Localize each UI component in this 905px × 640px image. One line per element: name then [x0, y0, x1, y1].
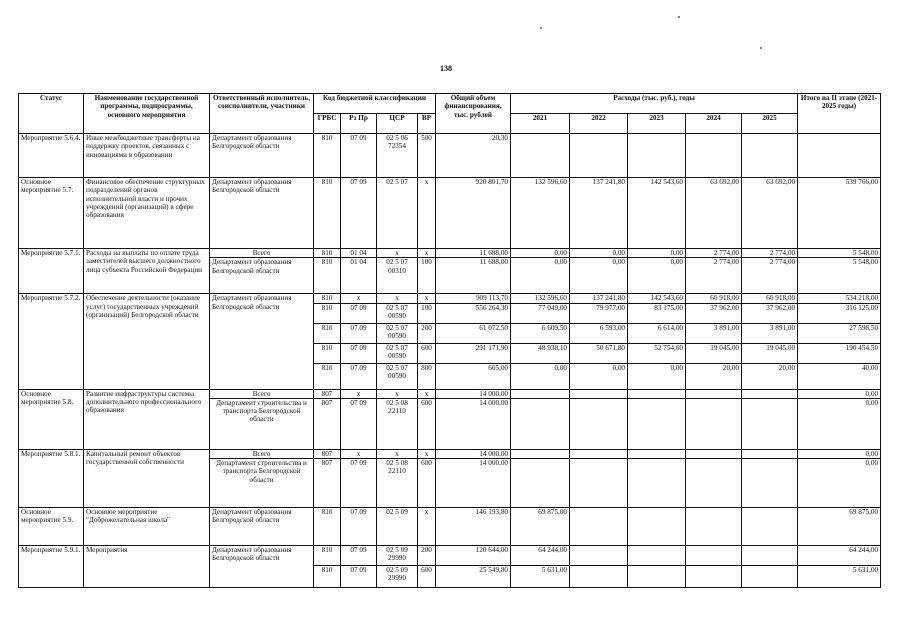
cell-rzpr: 07 09: [341, 508, 377, 546]
cell-2022: 50 671,80: [570, 343, 628, 363]
cell-total: 14 000,00: [436, 398, 511, 449]
row-responsible: Департамент строительства и транспорта Белгородской области: [210, 398, 314, 449]
scan-speck: [678, 16, 680, 18]
col-total: Общий объем финансирования, тыс. рублей: [436, 94, 511, 134]
cell-2022: 0,00: [570, 258, 628, 294]
cell-stage-total: 0,00: [798, 449, 881, 458]
cell-grbs: 810: [314, 566, 341, 588]
cell-stage-total: 0,00: [798, 398, 881, 449]
scan-speck: [540, 27, 542, 29]
cell-csr: x: [377, 294, 418, 303]
cell-2025: 2 774,00: [742, 258, 798, 294]
row-responsible: Всего: [210, 389, 314, 398]
cell-stage-total: 0,00: [798, 389, 881, 398]
cell-stage-total: 534 218,00: [798, 294, 881, 303]
cell-grbs: 810: [314, 294, 341, 303]
cell-total: 920 801,70: [436, 178, 511, 249]
cell-total: 25 549,80: [436, 566, 511, 588]
cell-2021: [511, 389, 570, 398]
cell-2023: [628, 508, 686, 546]
row-responsible: Департамент образования Белгородской области: [210, 546, 314, 588]
cell-csr: 02 5 06 72354: [377, 134, 418, 178]
cell-2025: [742, 546, 798, 566]
cell-vr: 600: [418, 398, 436, 449]
cell-2023: [628, 389, 686, 398]
cell-2025: [742, 398, 798, 449]
row-status: Мероприятие 5.7.2.: [19, 294, 84, 389]
cell-2025: 63 692,00: [742, 178, 798, 249]
cell-2021: 48 938,10: [511, 343, 570, 363]
cell-2021: [511, 449, 570, 458]
cell-2025: [742, 134, 798, 178]
cell-2024: 3 891,00: [686, 323, 742, 343]
cell-csr: 02 5 09 29990: [377, 546, 418, 566]
cell-rzpr: 07 09: [341, 459, 377, 508]
cell-vr: 600: [418, 566, 436, 588]
cell-2024: 60 918,00: [686, 294, 742, 303]
row-responsible: Департамент строительства и транспорта Белгородской области: [210, 459, 314, 508]
cell-2023: [628, 449, 686, 458]
cell-rzpr: 07 09: [341, 546, 377, 566]
cell-grbs: 810: [314, 546, 341, 566]
cell-2021: 69 875,00: [511, 508, 570, 546]
col-rzpr: Рз Пр: [341, 114, 377, 134]
cell-rzpr: 07 09: [341, 566, 377, 588]
cell-rzpr: x: [341, 294, 377, 303]
cell-rzpr: 07 09: [341, 363, 377, 389]
row-responsible: Департамент образования Белгородской области: [210, 258, 314, 294]
table-row: [19, 134, 881, 178]
cell-total: 556 264,30: [436, 303, 511, 323]
cell-2021: 6 609,50: [511, 323, 570, 343]
cell-csr: 02 5 07 00310: [377, 258, 418, 294]
cell-vr: 100: [418, 258, 436, 294]
cell-2023: [628, 134, 686, 178]
col-vr: ВР: [418, 114, 436, 134]
cell-2024: 20,00: [686, 363, 742, 389]
cell-grbs: 810: [314, 343, 341, 363]
cell-2024: [686, 134, 742, 178]
cell-2022: 137 241,80: [570, 178, 628, 249]
cell-total: 120 644,00: [436, 546, 511, 566]
cell-2022: 79 977,00: [570, 303, 628, 323]
cell-csr: 02 5 09: [377, 508, 418, 546]
col-year-2022: 2022: [570, 114, 628, 134]
cell-total: 14 000,00: [436, 449, 511, 458]
cell-vr: 200: [418, 323, 436, 343]
cell-2023: 52 754,60: [628, 343, 686, 363]
cell-2022: [570, 546, 628, 566]
cell-csr: x: [377, 449, 418, 458]
cell-total: 605,00: [436, 363, 511, 389]
cell-stage-total: 539 766,00: [798, 178, 881, 249]
cell-2021: [511, 134, 570, 178]
cell-stage-total: [798, 134, 881, 178]
table-row: [19, 178, 881, 249]
cell-grbs: 810: [314, 508, 341, 546]
row-status: Мероприятие 5.7.1.: [19, 249, 84, 294]
row-name: Финансовое обеспечение структурных подразделений органов исполнительной власти и прочих учреждений (организаций) в сфере образования: [84, 178, 210, 249]
row-responsible: Департамент образования Белгородской области: [210, 134, 314, 178]
cell-2022: [570, 398, 628, 449]
cell-csr: 02 5 09 29990: [377, 566, 418, 588]
cell-2024: [686, 508, 742, 546]
row-responsible: Всего: [210, 249, 314, 258]
cell-2021: 5 631,00: [511, 566, 570, 588]
cell-vr: 600: [418, 343, 436, 363]
col-stage-total: Итого на II этапе (2021-2025 годы): [798, 94, 881, 134]
cell-2024: [686, 449, 742, 458]
cell-2024: 63 692,00: [686, 178, 742, 249]
table-row: [19, 249, 881, 258]
cell-2025: 20,00: [742, 363, 798, 389]
row-responsible: Департамент образования Белгородской области: [210, 178, 314, 249]
col-grbs: ГРБС: [314, 114, 341, 134]
cell-rzpr: 07 09: [341, 303, 377, 323]
col-year-2023: 2023: [628, 114, 686, 134]
cell-csr: 02 5 07 00590: [377, 323, 418, 343]
cell-csr: 02 5 07 00590: [377, 363, 418, 389]
cell-2025: [742, 449, 798, 458]
cell-2024: 19 045,00: [686, 343, 742, 363]
cell-2025: 3 891,00: [742, 323, 798, 343]
cell-2021: 132 596,60: [511, 178, 570, 249]
cell-grbs: 810: [314, 323, 341, 343]
page-number: 138: [440, 64, 452, 73]
cell-2024: 2 774,00: [686, 258, 742, 294]
cell-grbs: 810: [314, 303, 341, 323]
cell-2024: [686, 398, 742, 449]
cell-2025: 60 918,00: [742, 294, 798, 303]
cell-csr: x: [377, 389, 418, 398]
cell-2022: [570, 566, 628, 588]
cell-stage-total: 5 548,00: [798, 249, 881, 258]
cell-2025: 19 045,00: [742, 343, 798, 363]
cell-2023: [628, 398, 686, 449]
cell-stage-total: 69 875,00: [798, 508, 881, 546]
cell-2025: [742, 389, 798, 398]
row-status: Мероприятие 5.8.1.: [19, 449, 84, 507]
cell-2022: 0,00: [570, 363, 628, 389]
cell-2023: 0,00: [628, 258, 686, 294]
cell-stage-total: 27 598,50: [798, 323, 881, 343]
cell-total: 61 072,50: [436, 323, 511, 343]
cell-total: 14 000,00: [436, 389, 511, 398]
cell-rzpr: 07 09: [341, 398, 377, 449]
cell-vr: 600: [418, 459, 436, 508]
cell-2021: 132 596,60: [511, 294, 570, 303]
cell-total: 146 193,80: [436, 508, 511, 546]
cell-2024: [686, 546, 742, 566]
row-name: Обеспечение деятельности (оказание услуг) государственных учреждений (организаций) Белгородской области: [84, 294, 210, 389]
cell-grbs: 807: [314, 449, 341, 458]
cell-csr: x: [377, 249, 418, 258]
table-row: [19, 508, 881, 546]
cell-rzpr: 07 09: [341, 134, 377, 178]
cell-csr: 02 5 08 22110: [377, 459, 418, 508]
cell-2021: 0,00: [511, 363, 570, 389]
row-responsible: Департамент образования Белгородской области: [210, 294, 314, 389]
cell-total: 909 113,70: [436, 294, 511, 303]
cell-vr: 800: [418, 363, 436, 389]
cell-vr: x: [418, 249, 436, 258]
col-code-group: Код бюджетной классификации: [314, 94, 436, 114]
row-name: Капитальный ремонт объектов государственной собственности: [84, 449, 210, 507]
col-status: Статус: [19, 94, 84, 134]
cell-2021: 0,00: [511, 258, 570, 294]
row-name: Основное мероприятие "Доброжелательная школа": [84, 508, 210, 546]
cell-2023: 142 543,60: [628, 294, 686, 303]
cell-2022: [570, 459, 628, 508]
cell-stage-total: 0,00: [798, 459, 881, 508]
cell-grbs: 807: [314, 389, 341, 398]
cell-stage-total: 64 244,00: [798, 546, 881, 566]
cell-2023: 0,00: [628, 363, 686, 389]
row-status: Мероприятие 5.9.1.: [19, 546, 84, 588]
cell-total: 20,30: [436, 134, 511, 178]
col-expenses: Расходы (тыс. руб.), годы: [511, 94, 798, 114]
cell-csr: 02 5 08 22110: [377, 398, 418, 449]
cell-stage-total: 40,00: [798, 363, 881, 389]
cell-vr: x: [418, 178, 436, 249]
cell-stage-total: 190 454,50: [798, 343, 881, 363]
cell-2025: [742, 508, 798, 546]
cell-vr: 500: [418, 134, 436, 178]
cell-2022: [570, 508, 628, 546]
cell-2021: 0,00: [511, 249, 570, 258]
cell-total: 11 688,00: [436, 249, 511, 258]
cell-2024: [686, 459, 742, 508]
row-status: Основное мероприятие 5.9.: [19, 508, 84, 546]
cell-2023: [628, 546, 686, 566]
cell-vr: x: [418, 294, 436, 303]
cell-vr: x: [418, 449, 436, 458]
table-row: [19, 294, 881, 303]
table-row: [19, 389, 881, 398]
cell-2021: 77 049,00: [511, 303, 570, 323]
cell-2022: 6 593,00: [570, 323, 628, 343]
col-responsible: Ответственный исполнитель, соисполнители, участники: [210, 94, 314, 134]
cell-2023: 6 614,00: [628, 323, 686, 343]
cell-grbs: 807: [314, 459, 341, 508]
table-row: [19, 449, 881, 458]
cell-rzpr: 07 09: [341, 178, 377, 249]
cell-2022: 137 241,80: [570, 294, 628, 303]
cell-csr: 02 5 07 00590: [377, 303, 418, 323]
table-header: [19, 94, 881, 134]
cell-rzpr: 07 09: [341, 343, 377, 363]
scan-speck: [760, 47, 762, 49]
col-year-2025: 2025: [742, 114, 798, 134]
cell-2025: 2 774,00: [742, 249, 798, 258]
cell-total: 11 688,00: [436, 258, 511, 294]
row-name: Расходы на выплаты по оплате труда заместителей высшего должностного лица субъекта Российской Федерации: [84, 249, 210, 294]
col-year-2024: 2024: [686, 114, 742, 134]
cell-total: 14 000,00: [436, 459, 511, 508]
cell-vr: 200: [418, 546, 436, 566]
budget-table: [18, 93, 881, 588]
cell-vr: x: [418, 508, 436, 546]
col-name: Наименование государственной программы, подпрограммы, основного мероприятия: [84, 94, 210, 134]
cell-rzpr: 01 04: [341, 249, 377, 258]
cell-rzpr: x: [341, 389, 377, 398]
cell-2025: 37 962,00: [742, 303, 798, 323]
cell-2025: [742, 566, 798, 588]
cell-grbs: 807: [314, 398, 341, 449]
cell-stage-total: 5 631,00: [798, 566, 881, 588]
cell-grbs: 810: [314, 134, 341, 178]
cell-2023: [628, 566, 686, 588]
cell-2023: [628, 459, 686, 508]
cell-grbs: 810: [314, 258, 341, 294]
cell-2021: [511, 398, 570, 449]
cell-2022: [570, 389, 628, 398]
cell-grbs: 810: [314, 363, 341, 389]
cell-2021: 64 244,00: [511, 546, 570, 566]
cell-stage-total: 5 548,00: [798, 258, 881, 294]
row-status: Основное мероприятие 5.8.: [19, 389, 84, 449]
cell-2024: 2 774,00: [686, 249, 742, 258]
cell-vr: 100: [418, 303, 436, 323]
table-row: [19, 546, 881, 566]
cell-2022: [570, 134, 628, 178]
cell-stage-total: 316 125,00: [798, 303, 881, 323]
row-responsible: Департамент образования Белгородской области: [210, 508, 314, 546]
cell-2023: 0,00: [628, 249, 686, 258]
row-status: Мероприятие 5.6.4.: [19, 134, 84, 178]
row-name: Развитие инфраструктуры системы дополнительного профессионального образования: [84, 389, 210, 449]
cell-rzpr: x: [341, 449, 377, 458]
cell-2024: [686, 566, 742, 588]
cell-grbs: 810: [314, 249, 341, 258]
row-name: Иные межбюджетные трансферты на поддержку проектов, связанных с инновациями в образовании: [84, 134, 210, 178]
cell-2025: [742, 459, 798, 508]
cell-2023: 142 543,60: [628, 178, 686, 249]
cell-rzpr: 01 04: [341, 258, 377, 294]
cell-2024: 37 962,00: [686, 303, 742, 323]
row-status: Основное мероприятие 5.7.: [19, 178, 84, 249]
cell-csr: 02 5 07 00590: [377, 343, 418, 363]
col-csr: ЦСР: [377, 114, 418, 134]
cell-rzpr: 07 09: [341, 323, 377, 343]
row-responsible: Всего: [210, 449, 314, 458]
cell-csr: 02 5 07: [377, 178, 418, 249]
cell-2022: 0,00: [570, 249, 628, 258]
cell-grbs: 810: [314, 178, 341, 249]
cell-2022: [570, 449, 628, 458]
cell-vr: x: [418, 389, 436, 398]
cell-total: 291 171,90: [436, 343, 511, 363]
row-name: Мероприятия: [84, 546, 210, 588]
cell-2024: [686, 389, 742, 398]
cell-2023: 83 175,00: [628, 303, 686, 323]
col-year-2021: 2021: [511, 114, 570, 134]
cell-2021: [511, 459, 570, 508]
